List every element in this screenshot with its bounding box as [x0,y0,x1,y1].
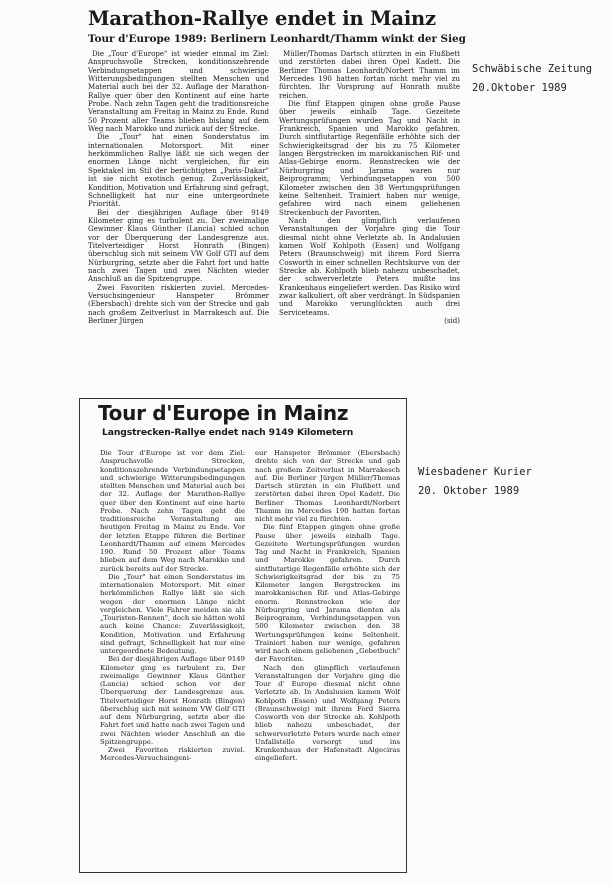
clipping1-subheadline: Tour d'Europe 1989: Berlinern Leonhardt/Thamm winkt der Sieg [88,33,466,45]
source1-publication: Schwäbische Zeitung [472,63,593,75]
clipping1-paragraph: Zwei Favoriten riskierten zuviel. Mercedes-Versuchsingenieur Hanspeter Brömmer (Ebersbach) drehte sich von der Strecke und gab nach großem Zeitverlust in Marrakesch auf. Die Berliner Jürgen [88,282,269,325]
clipping1-signature: (sid) [444,316,460,325]
clipping1-columns [88,50,460,325]
source2-date: 20. Oktober 1989 [418,485,520,497]
clipping2-paragraph: Die Tour d'Europe ist vor dem Ziel: Anspruchsvolle Strecken, konditionszehrende Verbindungsetappen und schwierige Witterungsbedingungen stellten Menschen und Material auch bei der 32. Auflage der Marathon-Rallye quer über den Kontinent auf eine harte Probe. Nach zehn Tagen geht die traditionsreiche Veranstaltung am heutigen Freitag in Mainz zu Ende. Vor der letzten Etappe führen die Berliner Leonhardt/Thamm auf einem Mercedes 190. Rund 50 Prozent aller Teams blieben auf dem Weg nach Marokko und zurück bereits auf der Strecke. [100,449,245,573]
clipping1-paragraph: Die „Tour d'Europe" ist wieder einmal im Ziel: Anspruchsvolle Strecken, konditionszehrende Verbindungsetappen und schwierige Witterungsbedingungen stellten Menschen und Material auch bei der 32. Auflage der Marathon-Rallye quer über den Kontinent auf eine harte Probe. Nach zehn Tagen geht die traditionsreiche Veranstaltung am Freitag in Mainz zu Ende. Rund 50 Prozent aller Teams blieben bislang auf dem Weg nach Marokko und zurück auf der Strecke. [88,49,269,134]
clipping2-paragraph: Die „Tour" hat einen Sonderstatus im internationalen Motorsport. Mit einer herkömmlichen Rallye läßt sie sich wegen der enormen Länge nicht vergleichen. Viele Fahrer meiden sie als „Touristen-Rennen", doch sie hätten wohl auch keine Chance: Zuverlässigkeit, Kondition, Motivation und Erfahrung sind gefragt, Schnelligkeit hat nur eine untergeordnete Bedeutung. [100,572,245,655]
clipping2-column-left [100,449,245,763]
source-note-1 [472,60,592,98]
clipping1-column-left [88,50,269,325]
newspaper-clipping-schwaebische [88,7,466,392]
source-note-2 [418,463,532,501]
clipping1-column-right [279,50,460,325]
clipping1-paragraph: Die fünf Etappen gingen ohne große Pause über jeweils einhalb Tage. Gezeitete Wertungsprüfungen wurden Tag und Nacht in Frankreich, Spanien und Marokko gefahren. Durch sintflutartige Regenfälle erhöhte sich der Schwierigkeitsgrad der bis zu 75 Kilometer langen Bergstrecken im marokkanischen Rif- und Atlas-Gebirge enorm. Rennstrecken wie der Nürburgring und Jarama waren nur Beiprogramm; Verbindungsetappen von 500 Kilometer zwischen den 38 Wertungsprüfungen keine Seltenheit. Trainiert haben nur wenige, gefahren wird nach einem geliehenen Streckenbuch der Favoriten. [279,99,460,217]
clipping2-subheadline: Langstrecken-Rallye endet nach 9149 Kilometern [102,427,354,438]
clipping1-headline: Marathon-Rallye endet in Mainz [88,7,436,30]
clipping2-headline: Tour d'Europe in Mainz [98,401,349,425]
clipping2-columns [100,449,400,763]
clipping2-paragraph: Bei der diesjährigen Auflage über 9149 Kilometer ging es turbulent zu. Der zweimalige Gewinner Klaus Günther (Lancia) schied schon vor der Überquerung der Landesgrenze aus. Titelverteidiger Horst Honrath (Bingen) überschlug sich mit seinem VW Golf GTI auf dem Nürburgring, setzte aber die Fahrt fort und hatte nach zwei Tagen und zwei Nächten wieder Anschluß an die Spitzengruppe. [100,655,245,746]
clipping1-paragraph: Nach den glimpflich verlaufenen Veranstaltungen der Vorjahre ging die Tour diesmal nicht ohne Verletzte ab. In Andalusien kamen Wolf Kohlpoth (Essen) und Wolfgang Peters (Braunschweig) mit ihrem Ford Sierra Cosworth in einer schnellen Rechtskurve von der Strecke ab. Kohlpoth blieb nahezu unbeschadet, der schwerverletzte Peters mußte ins Krankenhaus eingeliefert werden. Das Risiko wird zwar kalkuliert, oft aber verdrängt. In Südspanien und Marokko verunglückten auch drei Serviceteams. [279,215,460,317]
clipping2-paragraph: Nach den glimpflich verlaufenen Veranstaltungen der Vorjahre ging die Tour d' Europe diesmal nicht ohne Verletzte ab. In Andalusien kamen Wolf Kohlpoth (Essen) und Wolfgang Peters (Braunschweig) mit ihrem Ford Sierra Cosworth von der Strecke ab. Kohlpoth blieb nahezu unbeschadet, der schwerverletzte Peters wurde nach einer Unfallstelle versorgt und ins Krankenhaus der Hafenstadt Algeciras eingeliefert. [255,663,400,763]
clipping1-paragraph: Bei der diesjährigen Auflage über 9149 Kilometer ging es turbulent zu. Der zweimalige Gewinner Klaus Günther (Lancia) schied schon vor der Überquerung der Landesgrenze aus. Titelverteidiger Horst Honrath (Bingen) überschlug sich mit seinem VW Golf GTI auf dem Nürburgring, setzte aber die Fahrt fort und hatte nach zwei Tagen und zwei Nächten wieder Anschluß an die Spitzengruppe. [88,207,269,284]
clipping2-paragraph: eur Hanspeter Brömmer (Ebersbach) drehte sich von der Strecke und gab nach großem Zeitverlust in Marrakesch auf. Die Berliner Jürgen Müller/Thomas Dartsch stürzten in ein Flußbett und zerstörten dabei ihren Opel Kadett. Die Berliner Thomas Leonhardt/Norbert Thamm im Mercedes 190 hatten fortan nicht mehr viel zu fürchten. [255,449,400,523]
clipping1-paragraph: Müller/Thomas Dartsch stürzten in ein Flußbett und zerstörten dabei ihren Opel Kadett. Die Berliner Thomas Leonhardt/Norbert Thamm im Mercedes 190 hatten fortan nicht mehr viel zu fürchten. Ihr Vorsprung auf Honrath mußte reichen. [279,49,460,100]
newspaper-clipping-wiesbadener [79,398,407,873]
clipping1-paragraph: Die „Tour" hat einen Sonderstatus im internationalen Motorsport. Mit einer herkömmlichen Rallye läßt sie sich wegen der enormen Länge nicht vergleichen, für ein Spektakel im Stil der berüchtigten „Paris-Dakar" ist sie nicht exotisch genug. Zuverlässigkeit, Kondition, Motivation und Erfahrung sind gefragt, Schnelligkeit hat nur eine untergeordnete Priorität. [88,132,269,209]
clipping2-paragraph: Die fünf Etappen gingen ohne große Pause über jeweils einhalb Tage. Gezeitete Wertungsprüfungen wurden Tag und Nacht in Frankreich, Spanien und Marokko gefahren. Durch sintflutartige Regenfälle erhöhte sich der Schwierigkeitsgrad der bis zu 75 Kilometer langen Bergstrecken im marokkanischen Rif- und Atlas-Gebirge enorm. Rennstrecken wie der Nürburgring und Jarama dienten als Beiprogramm, Verbindungsetappen von 500 Kilometer zwischen den 38 Wertungsprüfungen keine Seltenheit. Trainiert haben nur wenige, gefahren wird nach einem geliehenen „Gebetbuch" der Favoriten. [255,523,400,664]
clipping2-paragraph: Zwei Favoriten riskierten zuviel. Mercedes-Versuchsingeni- [100,746,245,763]
clipping2-column-right [255,449,400,763]
source1-date: 20.Oktober 1989 [472,82,567,94]
source2-publication: Wiesbadener Kurier [418,466,532,478]
